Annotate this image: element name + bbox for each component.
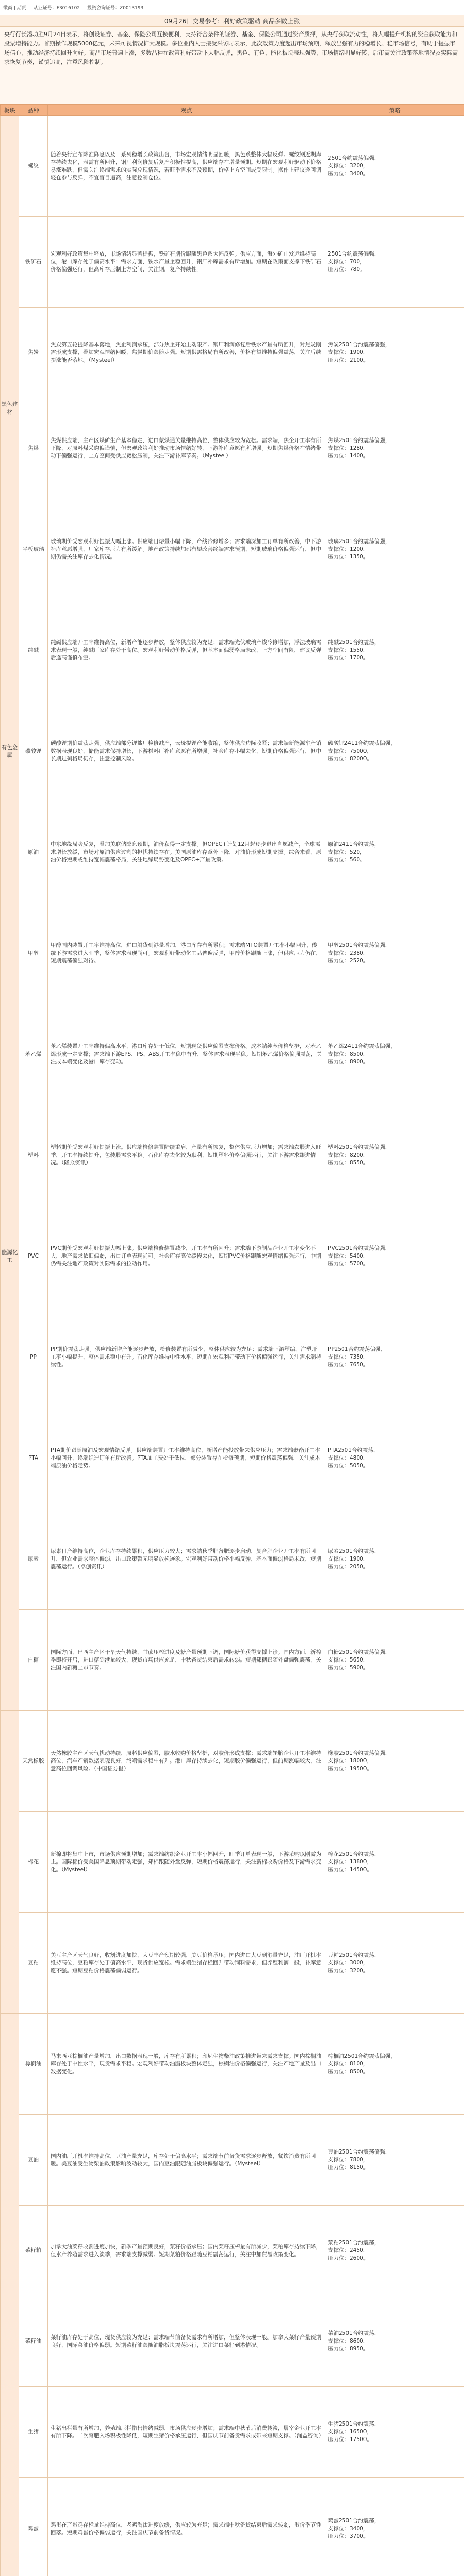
table-row bbox=[1, 1105, 464, 1206]
table-row bbox=[1, 2206, 464, 2296]
table-row bbox=[1, 217, 464, 308]
table-row bbox=[1, 2478, 464, 2576]
table-row bbox=[1, 701, 464, 802]
view-cell: 鸡蛋在产蛋鸡存栏量维持高位，老鸡淘汰进度放缓，供应较为充足；需求端中秋备货结束后需求转弱，蛋价季节性回落。短期鸡蛋价格偏弱运行，关注国庆节前备货情况。 bbox=[48, 2478, 325, 2576]
product-cell: 豆油 bbox=[19, 2115, 48, 2206]
product-cell: 平板玻璃 bbox=[19, 499, 48, 600]
view-cell: 国内油厂开机率维持高位，豆油产量充足，库存处于偏高水平；需求端节前备货需求逐步释放，餐饮消费有所回暖。美豆油受生物柴油政策影响波动较大，国内豆油跟随油脂板块偏强运行。（Mysteel） bbox=[48, 2115, 325, 2206]
view-cell: 新棉即将集中上市，市场供应预期增加；需求端纺织企业开工率小幅回升，旺季订单表现一般，下游采购以刚需为主。国际棉价受美国降息预期带动走强，郑棉跟随外盘反弹，短期价格震荡运行，关注新棉收购价格及下游需求变化。（Mysteel） bbox=[48, 1812, 325, 1913]
view-cell: 纯碱供应端开工率维持高位，新增产能逐步释放，整体供应较为充足；需求端光伏玻璃产线冷修增加，浮法玻璃需求表现一般，纯碱厂家库存处于高位。宏观利好带动价格反弹，但基本面偏弱格局未改，上方空间有限，建议反弹后逢高谨慎布空。 bbox=[48, 600, 325, 701]
sector-cell bbox=[1, 1711, 19, 2014]
strategy-cell: 白糖2501合约震荡偏强， 支撑位：5650， 压力位：5900。 bbox=[325, 1610, 464, 1711]
view-cell: 国际方面，巴西主产区干旱天气持续，甘蔗压榨进度及糖产量预期下调，国际糖价获得支撑上涨。国内方面，新榨季即将开启，进口糖到港量较大，现货市场供应充足，中秋备货结束后需求转弱。短期郑糖跟随外盘偏强震荡，关注国内新糖上市节奏。 bbox=[48, 1610, 325, 1711]
table-row bbox=[1, 2115, 464, 2206]
view-cell: PVC期价受宏观利好提振大幅上涨。供应端检修装置减少，开工率有所回升；需求端下游制品企业开工率变化不大，地产需求依旧偏弱，出口订单表现尚可。社会库存高位缓慢去化，短期PVC价格跟随宏观情绪偏强运行，中期仍需关注地产政策对实际需求的拉动作用。 bbox=[48, 1206, 325, 1307]
strategy-cell: 碳酸锂2411合约震荡偏强， 支撑位：75000， 压力位：82000。 bbox=[325, 701, 464, 802]
view-cell: 宏观利好政策集中释放，市场情绪显著提振，铁矿石期价跟随黑色系大幅反弹。供应方面，海外矿山发运维持高位，港口库存处于偏高水平；需求方面，铁水产量企稳回升，钢厂补库需求有所增加。短期在政策面支撑下铁矿石价格偏强运行，但高库存压制上方空间，关注钢厂复产持续性。 bbox=[48, 217, 325, 308]
product-cell: 焦煤 bbox=[19, 398, 48, 499]
column-header-product: 品种 bbox=[19, 105, 48, 116]
view-cell: 甲醇国内装置开工率维持高位，进口船货到港量增加，港口库存有所累积；需求端MTO装置开工率小幅回升，传统下游需求进入旺季，整体需求表现尚可。宏观利好带动化工品普遍反弹，甲醇价格跟随上涨，但供应压力仍在，短期震荡偏强对待。 bbox=[48, 903, 325, 1004]
strategy-cell: 棕榈油2501合约震荡偏强， 支撑位：8100， 压力位：8500。 bbox=[325, 2014, 464, 2115]
sector-cell bbox=[1, 2014, 19, 2576]
product-cell: 尿素 bbox=[19, 1509, 48, 1610]
table-row bbox=[1, 1004, 464, 1105]
product-cell: 甲醇 bbox=[19, 903, 48, 1004]
document-title: 09月26日交易参考：利好政策驱动 商品多数上涨 bbox=[0, 15, 464, 27]
table-row bbox=[1, 802, 464, 903]
product-cell: 焦炭 bbox=[19, 308, 48, 398]
table-row bbox=[1, 2296, 464, 2387]
product-cell: PP bbox=[19, 1307, 48, 1408]
table-row bbox=[1, 2014, 464, 2115]
view-cell: 玻璃期价受宏观利好提振大幅上涨。供应端日熔量小幅下降，产线冷修增多；需求端深加工订单有所改善，中下游补库意愿增强，厂家库存压力有所缓解。地产政策持续加码有望改善终端需求预期，短期玻璃价格偏强运行，但中期仍需关注库存去化情况。 bbox=[48, 499, 325, 600]
strategy-cell: 焦煤2501合约震荡偏强， 支撑位：1280， 压力位：1400。 bbox=[325, 398, 464, 499]
product-cell: 生猪 bbox=[19, 2387, 48, 2478]
table-row bbox=[1, 1408, 464, 1509]
view-cell: 加拿大油菜籽收割进度加快，新季产量预期良好，菜籽价格承压；国内菜籽压榨量有所减少，菜粕库存持续下降，但水产养殖需求进入淡季，需求端支撑减弱。短期菜粕价格跟随豆粕震荡运行，关注中加贸易政策变化。 bbox=[48, 2206, 325, 2296]
product-cell: 塑料 bbox=[19, 1105, 48, 1206]
product-cell: 棉花 bbox=[19, 1812, 48, 1913]
sector-cell: 有色金属 bbox=[1, 701, 19, 802]
strategy-cell: 豆粕2501合约震荡， 支撑位：3000， 压力位：3200。 bbox=[325, 1913, 464, 2014]
strategy-cell: 2501合约震荡偏强， 支撑位：700， 压力位：780。 bbox=[325, 217, 464, 308]
product-cell: 碳酸锂 bbox=[19, 701, 48, 802]
strategy-cell: PVC2501合约震荡偏强， 支撑位：5400， 压力位：5700。 bbox=[325, 1206, 464, 1307]
sector-cell: 能源化工 bbox=[1, 802, 19, 1711]
view-cell: PTA期价跟随原油及宏观情绪反弹。供应端装置开工率维持高位，新增产能投放带来供应压力；需求端聚酯开工率小幅回升，终端织造订单有所改善。PTA加工费处于低位，部分装置存在检修预期，短期价格震荡偏强，关注成本端原油价格走势。 bbox=[48, 1408, 325, 1509]
license-number: 从业证号：F3016102 bbox=[33, 6, 80, 11]
view-cell: 焦炭第五轮提降基本落地，焦企利润承压，部分焦企开始主动限产。钢厂利润修复后铁水产量有所回升，对焦炭刚需形成支撑，叠加宏观情绪回暖，焦炭期价跟随走强。短期供需格局有所改善，价格有望维持偏强震荡，关注后续提涨能否落地。（Mysteel） bbox=[48, 308, 325, 398]
table-row bbox=[1, 1307, 464, 1408]
view-cell: 焦煤供应端，主产区煤矿生产基本稳定，进口蒙煤通关量维持高位，整体供应较为宽松。需求端，焦企开工率有所下降，对原料煤采购偏谨慎，但宏观政策利好推动市场情绪好转，下游补库意愿有所增强。短期焦煤价格在情绪带动下偏强运行，上方空间受供应宽松压制，关注下游补库节奏。（Mysteel） bbox=[48, 398, 325, 499]
product-cell: PTA bbox=[19, 1408, 48, 1509]
table-row bbox=[1, 116, 464, 217]
strategy-cell: 2501合约震荡偏强， 支撑位：3200， 压力位：3400。 bbox=[325, 116, 464, 217]
page-header bbox=[0, 0, 464, 15]
strategy-cell: 生猪2501合约震荡， 支撑位：16500， 压力位：17500。 bbox=[325, 2387, 464, 2478]
strategy-cell: 玻璃2501合约震荡偏强， 支撑位：1200， 压力位：1350。 bbox=[325, 499, 464, 600]
strategy-cell: 原油2411合约震荡， 支撑位：520， 压力位：560。 bbox=[325, 802, 464, 903]
table-row bbox=[1, 1812, 464, 1913]
table-row bbox=[1, 600, 464, 701]
table-row bbox=[1, 499, 464, 600]
view-cell: 苯乙烯装置开工率维持偏高水平，港口库存处于低位，短期现货供应偏紧支撑价格。成本端纯苯价格坚挺，对苯乙烯形成一定支撑；需求端下游EPS、PS、ABS开工率稳中有升，整体需求表现平稳。短期苯乙烯价格偏强震荡，关注成本端变化及港口库存变动。 bbox=[48, 1004, 325, 1105]
view-cell: 中东地缘局势反复，叠加美联储降息预期，油价获得一定支撑。但OPEC+计划12月起逐步退出自愿减产，全球需求增长放缓，市场对原油供应过剩的担忧持续存在。美国原油库存意外下降，对油价形成短期支撑。综合来看，原油价格短期或维持宽幅震荡格局，关注地缘局势变化及OPEC+产量政策。 bbox=[48, 802, 325, 903]
table-header-row bbox=[1, 105, 464, 116]
view-cell: 尿素日产维持高位，企业库存持续累积，供应压力较大；需求端秋季肥备肥逐步启动，复合肥企业开工率有所回升，但农业需求整体偏弱，出口政策暂无明显放松迹象。宏观利好带动价格小幅反弹，基本面偏弱格局未改，短期震荡运行。（卓创资讯） bbox=[48, 1509, 325, 1610]
strategy-cell: 豆油2501合约震荡偏强， 支撑位：7800， 压力位：8150。 bbox=[325, 2115, 464, 2206]
product-cell: 苯乙烯 bbox=[19, 1004, 48, 1105]
table-row bbox=[1, 1913, 464, 2014]
table-row bbox=[1, 1206, 464, 1307]
intro-paragraph: 央行行长潘功胜9月24日表示，将创设证券、基金、保险公司互换便利，支持符合条件的证券、基金、保险公司通过资产质押，从央行获取流动性，将大幅提升机构的资金获取能力和股票增持能力。首期操作规模5000亿元，未来可视情况扩大规模。多位业内人士接受采访时表示，此次政策力度超出市场预期，释放出强有力的稳增长、稳市场信号，有助于提振市场信心，推动经济持续回升向好。商品市场普遍上涨，多数品种在政策利好带动下大幅反弹，黑色、有色、能化板块表现强势，市场情绪明显好转，后市需关注政策落地情况及实际需求恢复节奏，谨慎追高，注意风险控制。 bbox=[0, 27, 464, 104]
strategy-cell: 甲醇2501合约震荡偏强， 支撑位：2380， 压力位：2520。 bbox=[325, 903, 464, 1004]
strategy-cell: 焦炭2501合约震荡偏强， 支撑位：1900， 压力位：2100。 bbox=[325, 308, 464, 398]
table-row bbox=[1, 1610, 464, 1711]
column-header-sector: 板块 bbox=[1, 105, 19, 116]
strategy-cell: 菜油2501合约震荡， 支撑位：8600， 压力位：8950。 bbox=[325, 2296, 464, 2387]
strategy-cell: 橡胶2501合约震荡偏强， 支撑位：18000， 压力位：19500。 bbox=[325, 1711, 464, 1812]
table-row bbox=[1, 308, 464, 398]
product-cell: 豆粕 bbox=[19, 1913, 48, 2014]
view-cell: 美豆主产区天气良好，收割进度加快，大豆丰产预期较强，美豆价格承压；国内进口大豆到港量充足，油厂开机率维持高位，豆粕库存处于偏高水平，现货供应宽松。需求端生猪存栏回升带动饲料需求，但养殖利润一般，补库意愿不强。短期豆粕价格震荡偏弱运行。 bbox=[48, 1913, 325, 2014]
view-cell: 生猪出栏量有所增加，养殖端压栏惜售情绪减弱，市场供应逐步增加；需求端中秋节后消费转淡，屠宰企业开工率有所下降。二次育肥入场积极性降低，短期生猪价格承压运行，但国庆节前备货需求或带来短期支撑。（涌益咨询） bbox=[48, 2387, 325, 2478]
strategy-cell: 棉花2501合约震荡， 支撑位：13800， 压力位：14500。 bbox=[325, 1812, 464, 1913]
view-cell: PP期价震荡走强。供应端新增产能逐步释放，检修装置有所减少，整体供应较为充足；需求端下游塑编、注塑开工率小幅提升，整体需求稳中有升。石化库存维持中性水平，短期在宏观利好带动下价格偏强运行，关注需求端持续性。 bbox=[48, 1307, 325, 1408]
view-cell: 随着央行宣布降准降息以及一系列稳增长政策出台，市场宏观情绪明显回暖，黑色系整体大幅反弹。螺纹钢近期库存持续去化，表需有所回升，钢厂利润修复后复产积极性提高，供应端存在增量预期。短期在宏观利好驱动下价格易涨难跌，但需关注终端需求的实际兑现情况，若旺季需求不及预期，价格上方空间或受限制。操作上建议逢回调轻仓参与反弹，不宜盲目追高，注意控制仓位。 bbox=[48, 116, 325, 217]
product-cell: 天然橡胶 bbox=[19, 1711, 48, 1812]
view-cell: 碳酸锂期价震荡走强。供应端部分锂盐厂检修减产，云母提锂产能收缩，整体供应边际收紧；需求端新能源车产销数据表现良好，储能需求保持增长，下游材料厂补库意愿有所增强。社会库存小幅去化，短期价格偏强运行，但中长期过剩格局仍存，注意控制风险。 bbox=[48, 701, 325, 802]
view-cell: 塑料期价受宏观利好提振上涨。供应端检修装置陆续重启，产量有所恢复，整体供应压力增加；需求端农膜进入旺季，开工率持续提升，包装膜需求平稳。石化库存去化较为顺利，短期塑料价格偏强运行，关注下游需求跟进情况。（隆众资讯） bbox=[48, 1105, 325, 1206]
product-cell: 棕榈油 bbox=[19, 2014, 48, 2115]
product-cell: 白糖 bbox=[19, 1610, 48, 1711]
table-row bbox=[1, 2387, 464, 2478]
view-cell: 马来西亚棕榈油产量增加，出口数据表现一般，库存有所累积；印尼生物柴油政策推进带来需求支撑。国内棕榈油库存处于中性水平，现货需求平稳。宏观利好带动油脂板块整体走强，棕榈油价格偏强运行，关注产地产量及出口数据变化。 bbox=[48, 2014, 325, 2115]
strategy-cell: 鸡蛋2501合约震荡， 支撑位：3400， 压力位：3700。 bbox=[325, 2478, 464, 2576]
product-cell: 铁矿石 bbox=[19, 217, 48, 308]
table-row bbox=[1, 903, 464, 1004]
product-cell: 纯碱 bbox=[19, 600, 48, 701]
product-cell: 原油 bbox=[19, 802, 48, 903]
table-row bbox=[1, 1711, 464, 1812]
report-table bbox=[0, 104, 464, 2576]
strategy-cell: 纯碱2501合约震荡， 支撑位：1550， 压力位：1700。 bbox=[325, 600, 464, 701]
view-cell: 天然橡胶主产区天气扰动持续，原料供应偏紧，胶水收购价格坚挺，对胶价形成支撑；需求端轮胎企业开工率维持高位，汽车产销数据表现良好，终端需求稳中有升。港口库存持续去化，短期胶价偏强运行，但前期涨幅较大，注意高位回调风险。（中国证券报） bbox=[48, 1711, 325, 1812]
strategy-cell: 尿素2501合约震荡， 支撑位：1900， 压力位：2050。 bbox=[325, 1509, 464, 1610]
product-cell: PVC bbox=[19, 1206, 48, 1307]
advisor-number: 投资咨询证号：Z0013193 bbox=[87, 6, 144, 11]
strategy-cell: PP2501合约震荡偏强， 支撑位：7350， 压力位：7650。 bbox=[325, 1307, 464, 1408]
view-cell: 菜籽油库存处于高位，现货供应较为充足；需求端节前备货需求有所增加，但整体表现一般。加拿大菜籽产量预期良好，国际菜油价格偏弱。短期菜籽油跟随油脂板块震荡运行，关注进口菜籽到港情况。 bbox=[48, 2296, 325, 2387]
column-header-view: 观点 bbox=[48, 105, 325, 116]
strategy-cell: PTA2501合约震荡， 支撑位：4800， 压力位：5050。 bbox=[325, 1408, 464, 1509]
table-row bbox=[1, 1509, 464, 1610]
company-name: 徽商 | 期货 bbox=[3, 6, 26, 11]
strategy-cell: 菜粕2501合约震荡， 支撑位：2450， 压力位：2600。 bbox=[325, 2206, 464, 2296]
product-cell: 菜籽粕 bbox=[19, 2206, 48, 2296]
product-cell: 鸡蛋 bbox=[19, 2478, 48, 2576]
column-header-strategy: 策略 bbox=[325, 105, 464, 116]
strategy-cell: 塑料2501合约震荡偏强， 支撑位：8200， 压力位：8550。 bbox=[325, 1105, 464, 1206]
sector-cell: 黑色建材 bbox=[1, 116, 19, 701]
product-cell: 螺纹 bbox=[19, 116, 48, 217]
table-row bbox=[1, 398, 464, 499]
product-cell: 菜籽油 bbox=[19, 2296, 48, 2387]
strategy-cell: 苯乙烯2411合约震荡偏强， 支撑位：8500， 压力位：8900。 bbox=[325, 1004, 464, 1105]
